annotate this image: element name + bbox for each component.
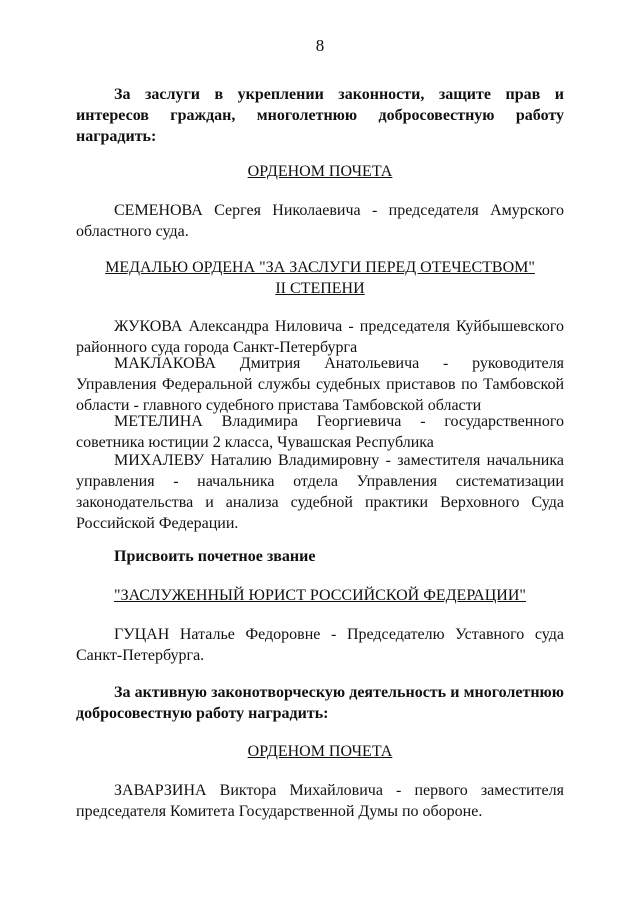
award-title-3 — [76, 585, 564, 606]
award-title-3-text: "ЗАСЛУЖЕННЫЙ ЮРИСТ РОССИЙСКОЙ ФЕДЕРАЦИИ" — [114, 587, 526, 604]
award-title-2 — [76, 257, 564, 299]
award-title-4 — [76, 741, 564, 762]
award-intro-3: Присвоить почетное звание — [114, 548, 316, 565]
page-number: 8 — [315, 36, 325, 55]
award-intro-1: За заслуги в укреплении законности, защите прав и интересов граждан, многолетнюю добросовестную работу наградить: — [76, 86, 564, 145]
award-title-4-text: ОРДЕНОМ ПОЧЕТА — [247, 743, 393, 760]
recipient-zavarzin: ЗАВАРЗИНА Виктора Михайловича - первого заместителя председателя Комитета Государственной Думы по обороне. — [76, 782, 564, 820]
recipient-semenov: СЕМЕНОВА Сергея Николаевича - председателя Амурского областного суда. — [76, 202, 564, 240]
award-title-2-line2: II СТЕПЕНИ — [275, 280, 365, 297]
recipient-mikhaleva: МИХАЛЕВУ Наталию Владимировну - заместителя начальника управления - начальника отдела Управления систематизации законодательства и анализа судебной практики Верховного Суда Российской Федерации. — [76, 452, 564, 532]
award-title-1 — [76, 161, 564, 182]
recipient-zhukov: ЖУКОВА Александра Ниловича - председателя Куйбышевского районного суда города Санкт-Петербурга — [76, 318, 564, 356]
recipient-metelin: МЕТЕЛИНА Владимира Георгиевича - государственного советника юстиции 2 класса, Чувашская Республика — [76, 413, 564, 451]
recipient-maklakov: МАКЛАКОВА Дмитрия Анатольевича - руководителя Управления Федеральной службы судебных приставов по Тамбовской области - главного судебного пристава Тамбовской области — [76, 355, 564, 414]
award-intro-4: За активную законотворческую деятельность и многолетнюю добросовестную работу наградить: — [76, 684, 564, 722]
recipient-gutsan: ГУЦАН Наталье Федоровне - Председателю Уставного суда Санкт-Петербурга. — [76, 626, 564, 664]
award-title-1-text: ОРДЕНОМ ПОЧЕТА — [247, 163, 393, 180]
award-title-2-line1: МЕДАЛЬЮ ОРДЕНА "ЗА ЗАСЛУГИ ПЕРЕД ОТЕЧЕСТВОМ" — [105, 259, 535, 276]
